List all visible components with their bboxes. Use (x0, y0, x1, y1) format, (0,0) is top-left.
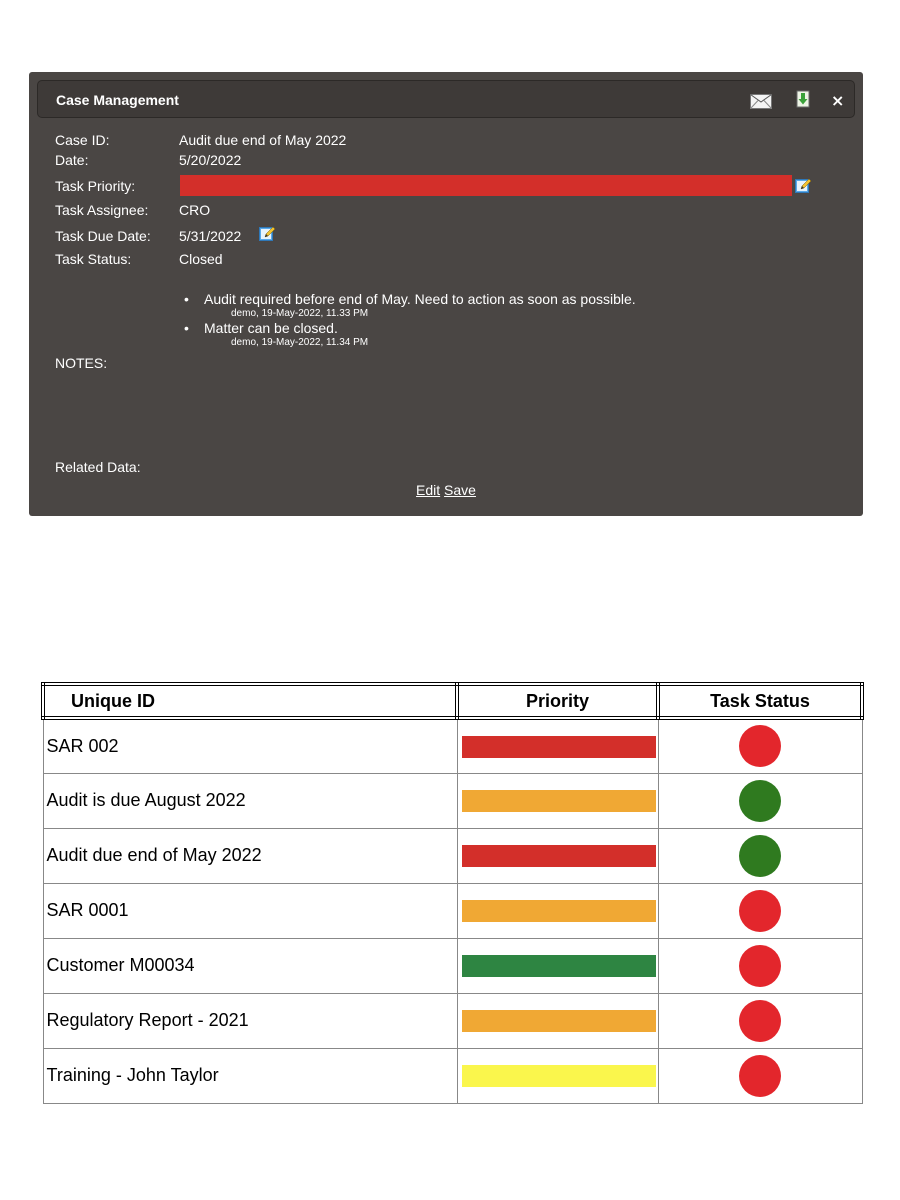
priority-cell (457, 718, 658, 773)
table-row[interactable] (43, 1048, 862, 1103)
task-priority-label: Task Priority: (55, 178, 136, 194)
task-due-date-label: Task Due Date: (55, 228, 151, 244)
case-management-panel (29, 72, 863, 516)
unique-id-cell: Training - John Taylor (43, 1048, 457, 1103)
priority-cell (457, 993, 658, 1048)
task-status-cell (658, 718, 862, 773)
task-due-date-value: 5/31/2022 (179, 228, 242, 244)
priority-bar (462, 1010, 656, 1032)
panel-title: Case Management (56, 92, 179, 108)
date-label: Date: (55, 152, 89, 168)
task-status-cell (658, 828, 862, 883)
task-status-cell (658, 883, 862, 938)
priority-bar (462, 736, 656, 758)
status-indicator (739, 890, 781, 932)
case-id-value: Audit due end of May 2022 (179, 132, 347, 148)
notes-list (184, 291, 636, 349)
edit-priority-icon[interactable] (795, 177, 812, 198)
note-meta: demo, 19-May-2022, 11.33 PM (231, 308, 369, 319)
status-indicator (739, 725, 781, 767)
status-indicator (739, 1055, 781, 1097)
table-row[interactable] (43, 718, 862, 773)
note-item (184, 291, 636, 319)
notes-label: NOTES: (55, 355, 108, 371)
header-task-status: Task Status (658, 684, 862, 718)
panel-actions (29, 482, 863, 498)
edit-link[interactable]: Edit (416, 482, 441, 498)
priority-bar (462, 845, 656, 867)
close-icon[interactable]: × (831, 91, 845, 110)
task-status-cell (658, 1048, 862, 1103)
task-status-cell (658, 773, 862, 828)
priority-bar (462, 790, 656, 812)
task-priority-bar (180, 175, 792, 196)
priority-cell (457, 773, 658, 828)
related-data-label: Related Data: (55, 459, 141, 475)
table-row[interactable] (43, 773, 862, 828)
panel-titlebar (37, 80, 855, 118)
task-table (41, 682, 864, 1104)
header-priority: Priority (457, 684, 658, 718)
priority-cell (457, 1048, 658, 1103)
task-assignee-value: CRO (179, 202, 211, 218)
unique-id-cell: Customer M00034 (43, 938, 457, 993)
unique-id-cell: SAR 002 (43, 718, 457, 773)
save-link[interactable]: Save (444, 482, 476, 498)
unique-id-cell: Audit is due August 2022 (43, 773, 457, 828)
task-status-value: Closed (179, 251, 223, 267)
task-assignee-label: Task Assignee: (55, 202, 149, 218)
table-row[interactable] (43, 938, 862, 993)
task-status-cell (658, 993, 862, 1048)
download-icon[interactable] (796, 90, 810, 113)
note-meta: demo, 19-May-2022, 11.34 PM (231, 337, 369, 348)
unique-id-cell: Regulatory Report - 2021 (43, 993, 457, 1048)
priority-bar (462, 1065, 656, 1087)
table-row[interactable] (43, 883, 862, 938)
mail-icon[interactable] (750, 94, 772, 114)
table-row[interactable] (43, 993, 862, 1048)
status-indicator (739, 780, 781, 822)
unique-id-cell: Audit due end of May 2022 (43, 828, 457, 883)
status-indicator (739, 945, 781, 987)
priority-bar (462, 955, 656, 977)
edit-due-date-icon[interactable] (259, 225, 276, 246)
case-id-label: Case ID: (55, 132, 110, 148)
unique-id-cell: SAR 0001 (43, 883, 457, 938)
task-status-cell (658, 938, 862, 993)
note-item (184, 320, 636, 348)
task-table-container (41, 682, 860, 1104)
task-table-body (43, 718, 862, 1103)
table-row[interactable] (43, 828, 862, 883)
status-indicator (739, 1000, 781, 1042)
task-status-label: Task Status: (55, 251, 132, 267)
priority-cell (457, 883, 658, 938)
note-text: • Matter can be closed. (184, 320, 636, 336)
header-unique-id: Unique ID (43, 684, 457, 718)
priority-cell (457, 938, 658, 993)
priority-bar (462, 900, 656, 922)
date-value: 5/20/2022 (179, 152, 242, 168)
status-indicator (739, 835, 781, 877)
priority-cell (457, 828, 658, 883)
table-header-row (43, 684, 862, 718)
note-text: • Audit required before end of May. Need to action as soon as possible. (184, 291, 636, 307)
